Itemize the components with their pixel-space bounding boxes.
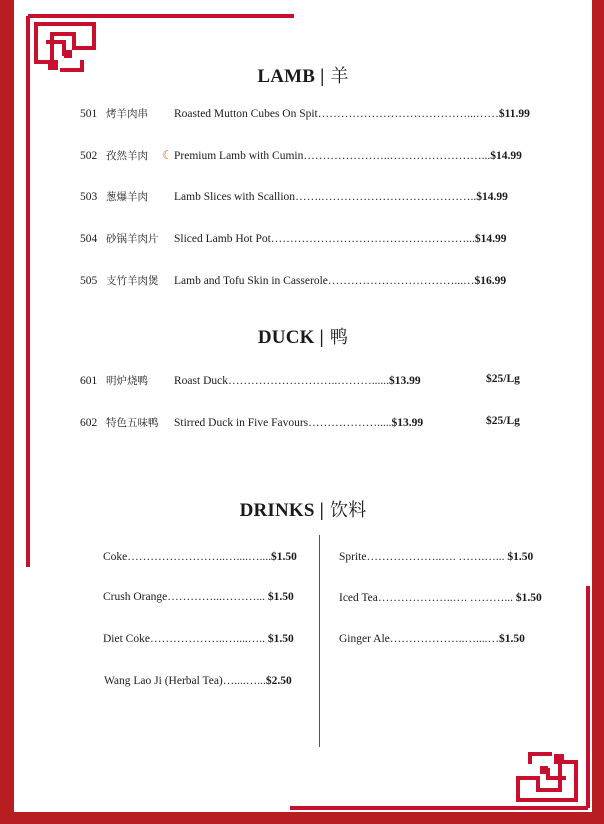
item-number: 501 (80, 108, 98, 120)
duck-section-title (14, 323, 592, 349)
item-number: 505 (80, 275, 98, 287)
drink-price: $1.50 (271, 551, 297, 563)
drink-item-crush-orange (103, 591, 294, 603)
item-number: 601 (80, 375, 98, 387)
leader-dots: ………………..…. ………... (377, 592, 516, 604)
drink-price: $1.50 (267, 633, 294, 645)
leader-dots: ………………..... (308, 417, 392, 429)
item-name-en: Sliced Lamb Hot Pot (174, 233, 271, 245)
item-number: 503 (80, 191, 98, 203)
drink-item-iced-tea (339, 592, 542, 604)
menu-item-503 (80, 189, 508, 204)
drink-price: $1.50 (515, 592, 542, 604)
lamb-title-cn: 羊 (330, 66, 349, 87)
item-price: $11.99 (498, 108, 530, 120)
drinks-title: DRINKS | (239, 500, 325, 521)
menu-page (14, 0, 592, 812)
lamb-section-title (14, 62, 592, 88)
leader-dots: …....…... (222, 675, 266, 687)
menu-item-504 (80, 231, 507, 246)
item-number: 504 (80, 233, 98, 245)
item-price: $16.99 (474, 275, 507, 287)
menu-item-502 (80, 148, 522, 163)
drink-item-diet-coke (103, 633, 294, 645)
leader-dots: ………………..…....… (389, 633, 500, 645)
spicy-icon: ☾ (162, 148, 173, 162)
item-price: $13.99 (388, 375, 421, 387)
leader-dots: …………………………………...…… (317, 108, 499, 120)
drink-price: $1.50 (267, 591, 294, 603)
item-name-cn: 砂锅羊肉片 (106, 233, 159, 245)
item-name-cn: 支竹羊肉煲 (106, 275, 159, 287)
item-price: $13.99 (391, 417, 424, 429)
item-price-large: $25/Lg (486, 373, 520, 385)
item-number: 602 (80, 417, 98, 429)
item-name-cn: 明炉烧鸭 (106, 375, 148, 387)
drink-price: $2.50 (265, 675, 292, 687)
menu-item-505 (80, 273, 506, 288)
leader-dots: ……………………………...… (327, 275, 475, 287)
drink-item-coke (103, 551, 297, 563)
item-name-cn: 葱爆羊肉 (106, 191, 148, 203)
item-name-en: Lamb Slices with Scallion (174, 191, 296, 203)
item-name-cn: 特色五味鸭 (106, 417, 159, 429)
drink-item-wang-lao-ji (104, 675, 292, 687)
drinks-section-title (14, 496, 592, 522)
item-name-en: Lamb and Tofu Skin in Casserole (174, 275, 328, 287)
item-name-cn: 孜然羊肉 (106, 150, 148, 162)
item-name-en: Roast Duck (174, 375, 228, 387)
menu-item-601 (80, 373, 520, 388)
drink-item-ginger-ale (339, 633, 525, 645)
drink-price: $1.50 (499, 633, 525, 645)
item-price-large: $25/Lg (486, 415, 520, 427)
leader-dots: ……………………..…....….... (127, 551, 272, 563)
drink-name: Coke (103, 551, 128, 563)
leader-dots: …….………………………………….. (295, 191, 477, 203)
leader-dots: ……………………………………………... (270, 233, 475, 245)
item-price: $14.99 (474, 233, 507, 245)
item-price: $14.99 (476, 191, 508, 203)
duck-title-cn: 鸭 (329, 327, 349, 348)
drink-name: Crush Orange (103, 591, 168, 603)
drinks-column-divider (319, 535, 320, 747)
drinks-title-cn: 饮料 (330, 500, 367, 521)
drink-name: Iced Tea (339, 592, 378, 604)
drink-name: Ginger Ale (339, 633, 390, 645)
item-name-cn: 烤羊肉串 (106, 108, 148, 120)
corner-ornament-bottom-right (282, 582, 592, 812)
item-number: 502 (80, 150, 98, 162)
duck-title: DUCK | (257, 327, 324, 348)
drink-item-sprite (339, 551, 533, 563)
drink-price: $1.50 (507, 551, 534, 563)
item-price: $14.99 (490, 150, 522, 162)
leader-dots: …………...………... (167, 591, 268, 603)
drink-name: Wang Lao Ji (Herbal Tea) (104, 675, 223, 687)
menu-item-501 (80, 106, 530, 121)
corner-ornament-top-left (24, 12, 304, 572)
menu-item-602 (80, 415, 520, 430)
lamb-title: LAMB | (257, 66, 325, 87)
drink-name: Sprite (339, 551, 367, 563)
item-name-en: Stirred Duck in Five Favours (174, 417, 309, 429)
leader-dots: ………………..…....….. (149, 633, 268, 645)
drink-name: Diet Coke (103, 633, 150, 645)
leader-dots: ………………………..………...... (227, 375, 389, 387)
leader-dots: …………………..……………………... (303, 150, 491, 162)
leader-dots: ………………..…. …….…... (366, 551, 508, 563)
item-name-en: Roasted Mutton Cubes On Spit (174, 108, 318, 120)
item-name-en: Premium Lamb with Cumin (174, 150, 304, 162)
